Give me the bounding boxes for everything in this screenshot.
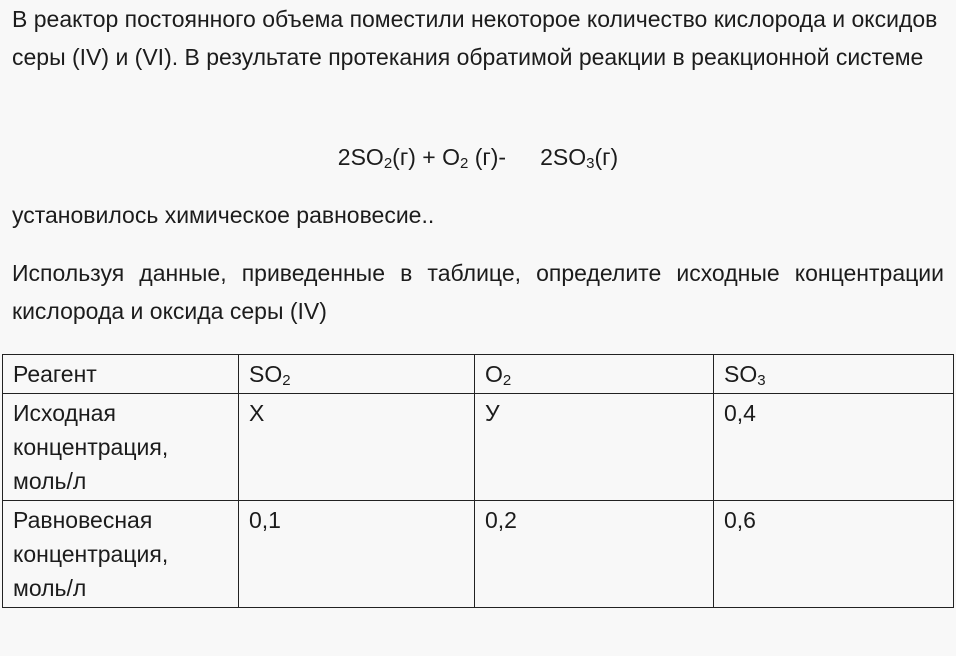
cell-equilibrium-o2: 0,2 bbox=[475, 501, 714, 608]
equation-lhs-part3: (г)- bbox=[468, 144, 507, 170]
table-header-row bbox=[3, 355, 954, 394]
equation-left-side bbox=[338, 144, 506, 170]
question-text: Используя данные, приведенные в таблице, определите исходные концентрации кислорода и оксида серы (IV) bbox=[12, 260, 944, 324]
header-so3-sub: 3 bbox=[757, 372, 766, 389]
header-o2-sub: 2 bbox=[502, 372, 512, 389]
reaction-equation bbox=[0, 138, 956, 176]
equation-rhs-part2: (г) bbox=[594, 144, 619, 170]
cell-initial-so2: X bbox=[239, 394, 475, 501]
concentration-table bbox=[2, 354, 954, 608]
equilibrium-statement: установилось химическое равновесие.. bbox=[12, 202, 435, 228]
equation-rhs-part1: 2SO bbox=[540, 144, 587, 170]
cell-equilibrium-so3: 0,6 bbox=[714, 501, 954, 608]
equation-lhs-sub1: 2 bbox=[383, 155, 393, 172]
header-so2 bbox=[239, 355, 475, 394]
header-o2-base: O bbox=[485, 361, 503, 387]
equation-right-side bbox=[540, 144, 618, 170]
problem-intro: В реактор постоянного объема поместили некоторое количество кислорода и оксидов серы (IV) и (VI). В результате протекания обратимой реакции в реакционной системе bbox=[12, 6, 938, 70]
equation-rhs-sub1: 3 bbox=[586, 155, 595, 172]
equation-lhs-sub2: 2 bbox=[459, 155, 469, 172]
row-label-equilibrium: Равновесная концентрация, моль/л bbox=[3, 501, 239, 608]
table-row-initial bbox=[3, 394, 954, 501]
cell-equilibrium-so2: 0,1 bbox=[239, 501, 475, 608]
header-so2-sub: 2 bbox=[282, 372, 291, 389]
cell-initial-o2: У bbox=[475, 394, 714, 501]
row-label-initial: Исходная концентрация, моль/л bbox=[3, 394, 239, 501]
equation-lhs-part1: 2SO bbox=[337, 144, 384, 170]
header-so3-base: SO bbox=[724, 361, 758, 387]
equation-lhs-part2: (г) + O bbox=[392, 144, 460, 170]
header-reagent: Реагент bbox=[3, 355, 239, 394]
cell-initial-so3: 0,4 bbox=[714, 394, 954, 501]
header-o2 bbox=[475, 355, 714, 394]
header-so2-base: SO bbox=[249, 361, 283, 387]
header-so3 bbox=[714, 355, 954, 394]
table-row-equilibrium bbox=[3, 501, 954, 608]
